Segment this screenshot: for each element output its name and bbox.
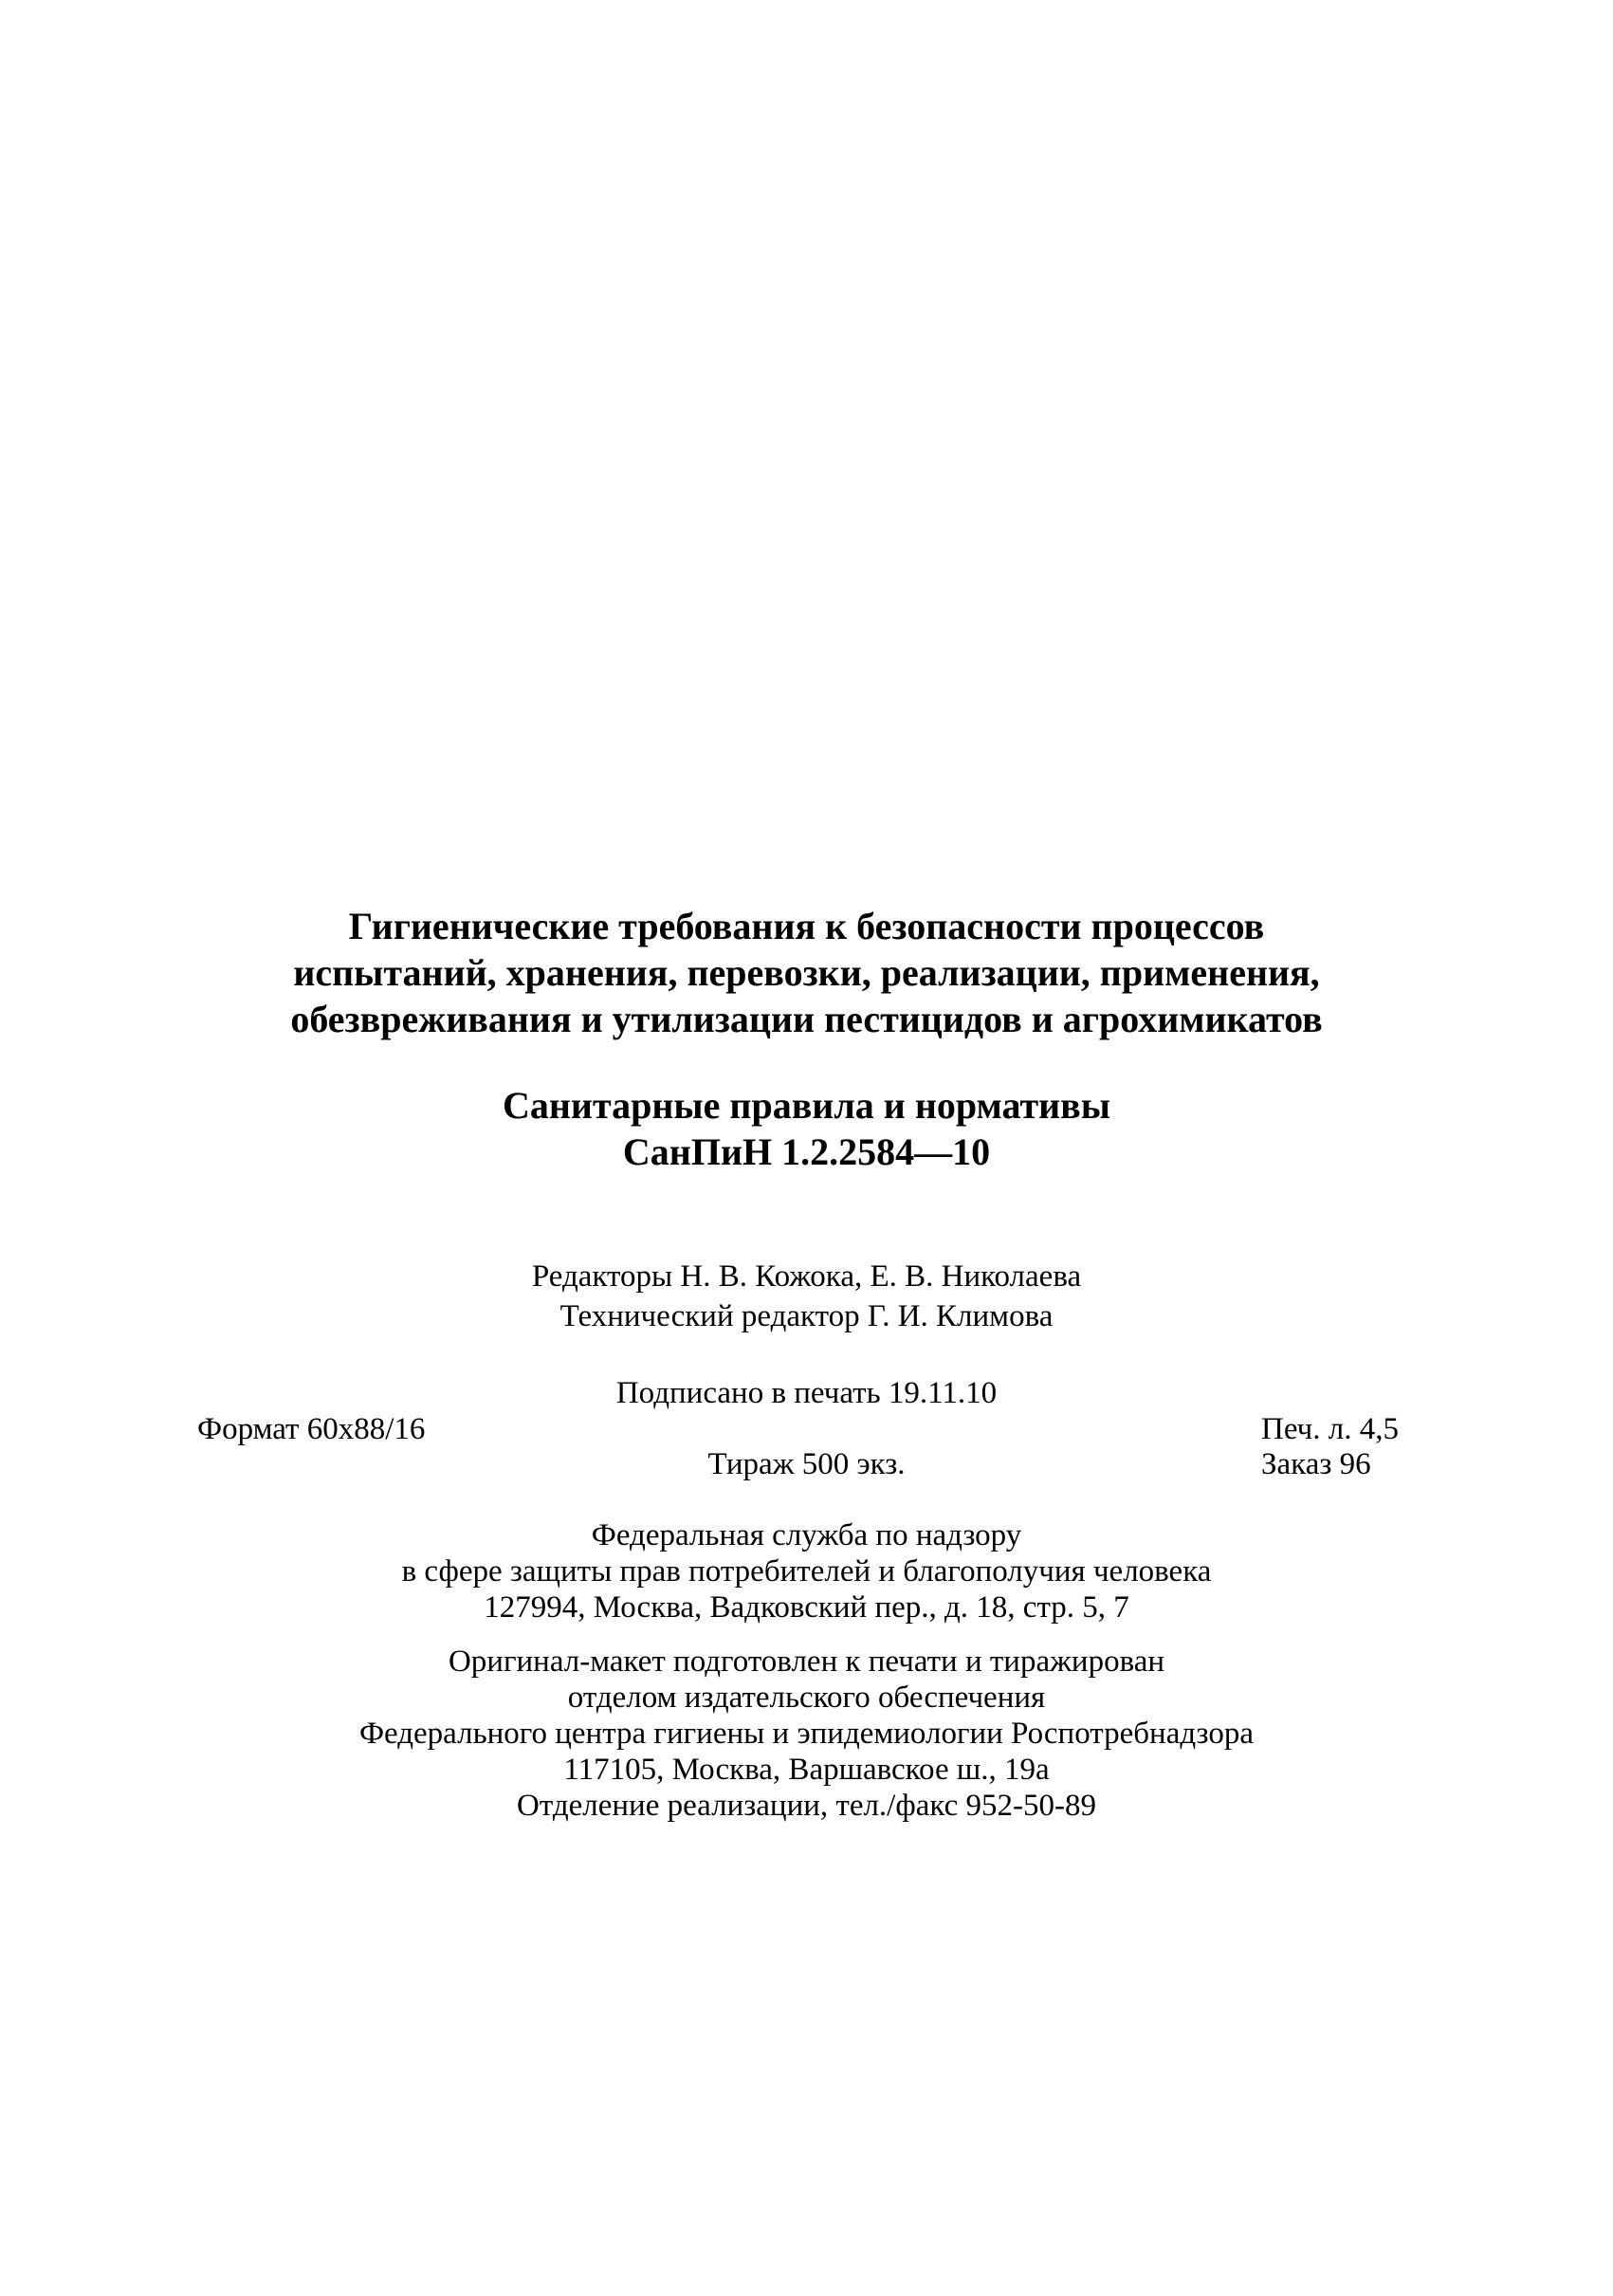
publisher-address: 127994, Москва, Вадковский пер., д. 18, стр. 5, 7 [484, 1590, 1129, 1625]
title-line: испытаний, хранения, перевозки, реализации, применения, [293, 951, 1320, 994]
document-title [0, 903, 1613, 1042]
signed-for-print: Подписано в печать 19.11.10 [615, 1376, 998, 1410]
editors-line: Редакторы Н. В. Кожока, Е. В. Николаева [531, 1259, 1082, 1294]
publisher-block [0, 1517, 1613, 1626]
document-code: СанПиН 1.2.2584—10 [622, 1130, 991, 1173]
subtitle-line: Санитарные правила и нормативы [503, 1084, 1110, 1127]
printer-address: 117105, Москва, Варшавское ш., 19а [563, 1753, 1050, 1787]
sales-contact: Отделение реализации, тел./факс 952-50-89 [517, 1789, 1096, 1823]
printer-line: Оригинал-макет подготовлен к печати и тиражирован [448, 1644, 1165, 1679]
printer-line: отделом издательского обеспечения [567, 1681, 1046, 1715]
print-run: Тираж 500 экз. [707, 1447, 906, 1481]
publisher-line: в сфере защиты прав потребителей и благополучия человека [401, 1554, 1212, 1589]
editors-block [0, 1257, 1613, 1336]
order-number: Заказ 96 [1261, 1447, 1371, 1481]
printed-sheets: Печ. л. 4,5 [1261, 1412, 1399, 1446]
technical-editor-line: Технический редактор Г. И. Климова [559, 1299, 1054, 1333]
printer-line: Федерального центра гигиены и эпидемиологии Роспотребнадзора [358, 1717, 1255, 1751]
publisher-line: Федеральная служба по надзору [591, 1518, 1022, 1552]
title-line: обезвреживания и утилизации пестицидов и агрохимикатов [290, 998, 1323, 1040]
printer-block [0, 1644, 1613, 1824]
paper-format: Формат 60х88/16 [197, 1412, 426, 1446]
title-line: Гигиенические требования к безопасности процессов [348, 905, 1265, 947]
document-subtitle [0, 1082, 1613, 1175]
